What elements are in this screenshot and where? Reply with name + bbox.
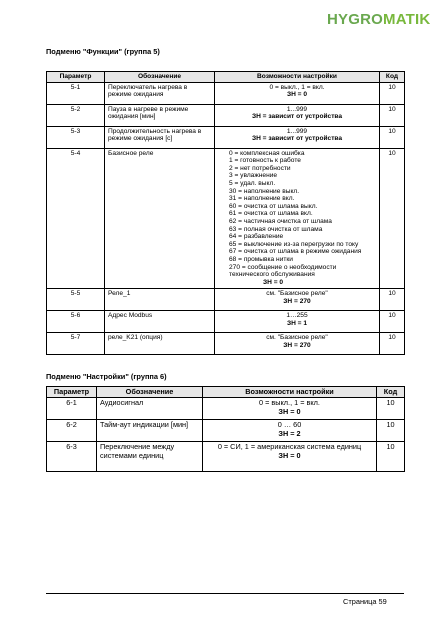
code-cell: 10 bbox=[380, 82, 405, 104]
header-code: Код bbox=[380, 72, 405, 83]
table-row bbox=[47, 104, 405, 126]
relay-options-list bbox=[229, 150, 376, 287]
list-item: 61 = очистка от шлама вкл. bbox=[229, 210, 313, 218]
list-item: 0 = комплексная ошибка bbox=[229, 149, 305, 157]
param-cell: 5-4 bbox=[47, 148, 105, 289]
code-cell: 10 bbox=[377, 398, 405, 420]
options-cell: 0 = выкл., 1 = вкл. ЗН = 0 bbox=[203, 398, 377, 420]
options-cell bbox=[215, 148, 380, 289]
list-item: технического обслуживания bbox=[229, 271, 315, 279]
param-cell: 5-1 bbox=[47, 82, 105, 104]
list-item: 64 = разбавление bbox=[229, 233, 284, 241]
code-cell: 10 bbox=[380, 289, 405, 311]
list-item: 62 = частичная очистка от шлама bbox=[229, 217, 332, 225]
name-cell: Тайм-аут индикации [мин] bbox=[97, 420, 203, 442]
param-cell: 5-2 bbox=[47, 104, 105, 126]
table-row bbox=[47, 289, 405, 311]
name-cell: Переключатель нагрева в режиме ожидания bbox=[105, 82, 215, 104]
list-item: 60 = очистка от шлама выкл. bbox=[229, 202, 318, 210]
header-options: Возможности настройки bbox=[215, 72, 380, 83]
table-row bbox=[47, 82, 405, 104]
options-cell: 0 … 60 ЗН = 2 bbox=[203, 420, 377, 442]
list-item: 3 = увлажнение bbox=[229, 172, 278, 180]
table-row bbox=[47, 148, 405, 289]
param-cell: 5-7 bbox=[47, 333, 105, 355]
table-row bbox=[47, 398, 405, 420]
table-row bbox=[47, 126, 405, 148]
name-cell: Переключение между системами единиц bbox=[97, 442, 203, 472]
header-name: Обозначение bbox=[97, 387, 203, 398]
list-item: 1 = готовность к работе bbox=[229, 157, 301, 165]
header-param: Параметр bbox=[47, 72, 105, 83]
footer-divider bbox=[46, 593, 404, 594]
param-cell: 6-1 bbox=[47, 398, 97, 420]
table-row bbox=[47, 420, 405, 442]
name-cell: Реле_1 bbox=[105, 289, 215, 311]
list-item: 30 = наполнение выкл. bbox=[229, 187, 300, 195]
code-cell: 10 bbox=[377, 442, 405, 472]
code-cell: 10 bbox=[380, 126, 405, 148]
page-number: Страница 59 bbox=[343, 597, 387, 606]
section-title-functions: Подменю "Функции" (группа 5) bbox=[46, 47, 160, 56]
hygromatik-logo: HYGROMATIK bbox=[327, 11, 431, 28]
param-cell: 6-3 bbox=[47, 442, 97, 472]
list-item: 31 = наполнение вкл. bbox=[229, 195, 295, 203]
param-cell: 6-2 bbox=[47, 420, 97, 442]
code-cell: 10 bbox=[380, 104, 405, 126]
list-item: 67 = очистка от шлама в режиме ожидания bbox=[229, 248, 362, 256]
code-cell: 10 bbox=[380, 333, 405, 355]
code-cell: 10 bbox=[377, 420, 405, 442]
settings-table bbox=[46, 386, 405, 472]
functions-table bbox=[46, 71, 405, 355]
name-cell: Адрес Modbus bbox=[105, 311, 215, 333]
param-cell: 5-6 bbox=[47, 311, 105, 333]
code-cell: 10 bbox=[380, 311, 405, 333]
name-cell: Базисное реле bbox=[105, 148, 215, 289]
list-item: 2 = нет потребности bbox=[229, 164, 291, 172]
options-cell: 1...999 ЗН = зависит от устройства bbox=[215, 104, 380, 126]
header-options: Возможности настройки bbox=[203, 387, 377, 398]
table-row bbox=[47, 311, 405, 333]
list-item: 65 = выключение из-за перегрузки по току bbox=[229, 240, 359, 248]
code-cell: 10 bbox=[380, 148, 405, 289]
list-item: 68 = промывка нитки bbox=[229, 255, 293, 263]
options-cell: см. "Базисное реле" ЗН = 270 bbox=[215, 333, 380, 355]
header-param: Параметр bbox=[47, 387, 97, 398]
options-cell: 1...999 ЗН = зависит от устройства bbox=[215, 126, 380, 148]
list-item: 63 = полная очистка от шлама bbox=[229, 225, 323, 233]
param-cell: 5-5 bbox=[47, 289, 105, 311]
header-code: Код bbox=[377, 387, 405, 398]
header-name: Обозначение bbox=[105, 72, 215, 83]
list-item: 5 = удал. выкл. bbox=[229, 179, 276, 187]
table-row bbox=[47, 333, 405, 355]
list-item: 270 = сообщение о необходимости bbox=[229, 263, 337, 271]
options-cell: 0 = выкл., 1 = вкл. ЗН = 0 bbox=[215, 82, 380, 104]
section-title-settings: Подменю "Настройки" (группа 6) bbox=[46, 372, 167, 381]
default-value: ЗН = 0 bbox=[263, 278, 284, 286]
name-cell: Продолжительность нагрева в режиме ожидания [с] bbox=[105, 126, 215, 148]
name-cell: реле_K21 (опция) bbox=[105, 333, 215, 355]
options-cell: 0 = СИ, 1 = американская система единиц ЗН = 0 bbox=[203, 442, 377, 472]
options-cell: см. "Базисное реле" ЗН = 270 bbox=[215, 289, 380, 311]
options-cell: 1…255 ЗН = 1 bbox=[215, 311, 380, 333]
table-row bbox=[47, 442, 405, 472]
table-header-row bbox=[47, 72, 405, 83]
name-cell: Аудиосигнал bbox=[97, 398, 203, 420]
table-header-row bbox=[47, 387, 405, 398]
param-cell: 5-3 bbox=[47, 126, 105, 148]
name-cell: Пауза в нагреве в режиме ожидания [мин] bbox=[105, 104, 215, 126]
